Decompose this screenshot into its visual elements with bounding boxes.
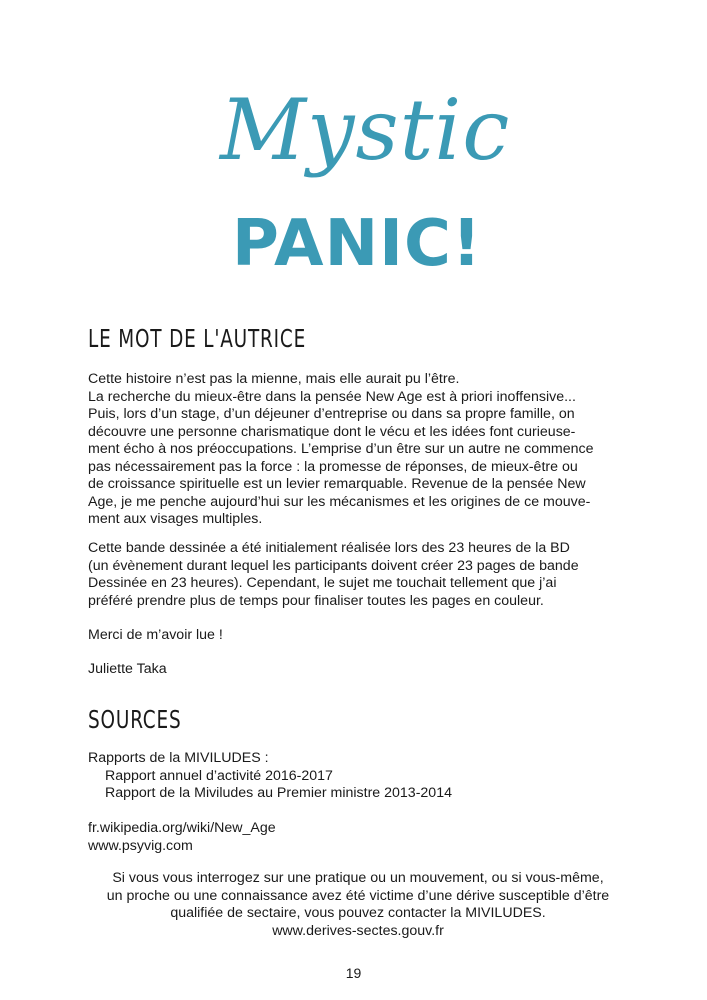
text-line: découvre une personne charismatique dont le vécu et les idées font curieuse- [88, 423, 576, 440]
contact-paragraph [88, 870, 628, 940]
author-note-paragraph-1 [88, 371, 628, 529]
text-line: Cette bande dessinée a été initialement réalisée lors des 23 heures de la BD [88, 540, 570, 556]
text-line: préféré prendre plus de temps pour finaliser toutes les pages en couleur. [88, 592, 544, 609]
thanks-line: Merci de m’avoir lue ! [88, 627, 223, 643]
text-line: Puis, lors d’un stage, d’un déjeuner d’entreprise ou dans sa propre famille, on [88, 406, 575, 422]
text-line: La recherche du mieux-être dans la pensée New Age est à priori inoffensive... [88, 388, 576, 405]
author-note-paragraph-2 [88, 540, 628, 610]
author-note-body-2 [88, 540, 628, 610]
text-line: ment aux visages multiples. [88, 511, 263, 527]
page-number: 19 [345, 965, 362, 981]
text-line: Si vous vous interrogez sur une pratique ou un mouvement, ou si vous-même, [112, 870, 604, 886]
author-note-body [88, 371, 628, 529]
link-derives-sectes[interactable]: www.derives-sectes.gouv.fr [272, 922, 444, 939]
text-line: un proche ou une connaissance avez été victime d’une dérive susceptible d’être [106, 887, 610, 904]
text-line: ment écho à nos préoccupations. L’emprise d’un être sur un autre ne commence [88, 441, 594, 457]
sources-list [88, 750, 628, 803]
link-psyvig[interactable]: www.psyvig.com [88, 837, 193, 854]
text-line: (un évènement durant lequel les participants doivent créer 23 pages de bande [88, 557, 579, 574]
text-line: Dessinée en 23 heures). Cependant, le sujet me touchait tellement que j’ai [88, 575, 557, 591]
report-item: Rapport de la Miviludes au Premier ministre 2013-2014 [105, 785, 452, 801]
report-item: Rapport annuel d’activité 2016-2017 [105, 767, 333, 784]
text-line: de croissance spirituelle est un levier remarquable. Revenue de la pensée New [88, 476, 586, 492]
title-mystic: Mystic [220, 81, 511, 179]
text-line: Cette histoire n’est pas la mienne, mais elle aurait pu l’être. [88, 371, 460, 387]
title-panic: PANIC! [232, 207, 483, 281]
sources-heading: SOURCES [88, 705, 182, 734]
source-links [88, 820, 628, 855]
link-wikipedia[interactable]: fr.wikipedia.org/wiki/New_Age [88, 820, 276, 836]
author-signature: Juliette Taka [88, 661, 167, 677]
text-line: qualifiée de sectaire, vous pouvez contacter la MIVILUDES. [170, 905, 546, 921]
sources-intro: Rapports de la MIVILUDES : [88, 750, 269, 766]
text-line: pas nécessairement pas la force : la promesse de réponses, de mieux-être ou [88, 458, 578, 475]
text-line: Age, je me penche aujourd’hui sur les mécanismes et les origines de ce mouve- [88, 493, 591, 510]
author-note-heading: LE MOT DE L'AUTRICE [88, 324, 307, 353]
